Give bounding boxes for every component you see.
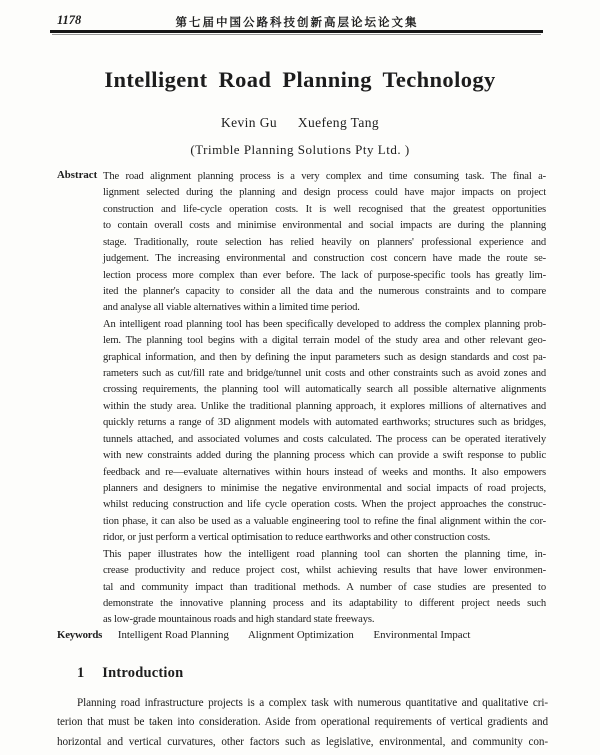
text-line: rameters such as cut/fill rate and bridge/tunnel unit costs and other constraints such as avoid zones and — [103, 368, 546, 380]
keywords-label: Keywords — [57, 629, 103, 641]
abstract-body — [103, 169, 546, 629]
text-line: Planning road infrastructure projects is a complex task with numerous quantitative and qualitative cri- — [77, 697, 548, 709]
author-name-2: Xuefeng Tang — [297, 115, 380, 130]
text-line: demonstrate the innovative planning process and its adaptability to different project needs such — [103, 597, 546, 609]
header-rule — [50, 30, 543, 33]
text-line: This paper illustrates how the intelligent road planning tool can shorten the planning time, in- — [103, 548, 546, 560]
text-line: whilst reducing construction and life cycle operation costs. When the project approaches the construc- — [103, 499, 546, 511]
keywords-row — [57, 629, 552, 641]
text-line: crease productivity and reduce project cost, whilst achieving results that have lower environmen- — [103, 565, 546, 577]
section-title: Introduction — [102, 665, 184, 681]
text-line: and analyse all viable alternatives within a limited time period. — [103, 302, 360, 314]
text-line: tunnels attached, and associated volumes and costs calculated. The process can be operated iteratively — [103, 433, 546, 445]
abstract-paragraph-2 — [103, 317, 546, 547]
text-line: The road alignment planning process is a very complex and time consuming task. The final a- — [103, 171, 546, 182]
text-line: stage. Traditionally, route selection has relied heavily on planners' professional experience and — [103, 236, 546, 248]
text-line: lem. The planning tool begins with a digital terrain model of the study area and other relevant geo- — [103, 335, 546, 347]
text-line: lignment selected during the planning and design process could have major impacts on project — [103, 187, 546, 199]
text-line: tal and community impact than traditional methods. A number of case studies are presented to — [103, 581, 546, 593]
text-line: ridor, or just perform a vertical optimisation to reduce earthworks and other construction costs. — [103, 532, 491, 544]
proceedings-title: 第七届中国公路科技创新高层论坛论文集 — [175, 17, 419, 29]
intro-paragraph — [57, 694, 548, 752]
text-line: An intelligent road planning tool has been specifically developed to address the complex planning prob- — [103, 318, 546, 330]
affiliation: (Trimble Planning Solutions Pty Ltd. ) — [190, 142, 410, 157]
text-line: feedback and re—evaluate alternatives within hours instead of weeks and months. It also empowers — [103, 466, 546, 478]
text-line: planners and designers to minimise the negative environmental and social impacts of road projects, — [103, 483, 546, 495]
text-line: construction and life-cycle operation costs. It is well recognised that the greatest opportunities — [103, 203, 546, 215]
text-line: to contain overall costs and minimise environmental and social impacts are during the planning — [103, 220, 546, 232]
text-line: as low-grade mountainous roads and high standard state freeways. — [103, 614, 375, 626]
keyword-item-2: Alignment Optimization — [247, 629, 354, 641]
page-header — [50, 13, 544, 29]
page-number: 1178 — [57, 13, 82, 27]
text-line: quickly returns a range of 3D alignment models with automated earthworks; structures such as bridges, — [103, 417, 546, 429]
section-heading — [77, 665, 183, 682]
author-name-1: Kevin Gu — [220, 115, 278, 130]
text-line: horizontal and vertical curvatures, other factors such as legislative, environmental, and community con- — [57, 735, 548, 748]
text-line: lection process more complex than ever before. The lack of purpose-specific tools has greatly lim- — [103, 269, 546, 281]
text-line: graphical information, and then by defining the input parameters such as design standards and cost pa- — [103, 351, 546, 363]
abstract-label: Abstract — [57, 169, 98, 181]
abstract-paragraph-3 — [103, 547, 546, 629]
abstract-section — [57, 169, 546, 629]
keyword-item-1: Intelligent Road Planning — [117, 629, 229, 641]
paper-title: Intelligent Road Planning Technology — [104, 67, 496, 92]
text-line: tion phase, it can also be used as a valuable engineering tool to refine the final alignment within the cor- — [103, 515, 546, 527]
text-line: within the study area. Unlike the traditional planning approach, it explores millions of alternatives and — [103, 400, 546, 412]
text-line: ited the planner's capacity to consider all the data and the numerous constraints and to compare — [103, 285, 546, 297]
authors-line — [0, 115, 600, 131]
text-line: judgement. The increasing environmental and construction cost concern have made the route se- — [103, 253, 546, 265]
text-line: crossing requirements, the planning tool will automatically search all possible alternative alignments — [103, 384, 546, 396]
keyword-item-3: Environmental Impact — [373, 629, 471, 641]
section-number: 1 — [77, 665, 85, 681]
text-line: terion that must be taken into consideration. Aside from operational requirements of vertical gradients and — [57, 716, 548, 729]
text-line: with new constraints added during the planning process which can provide a swift response to public — [103, 450, 546, 462]
abstract-paragraph-1 — [103, 169, 546, 317]
